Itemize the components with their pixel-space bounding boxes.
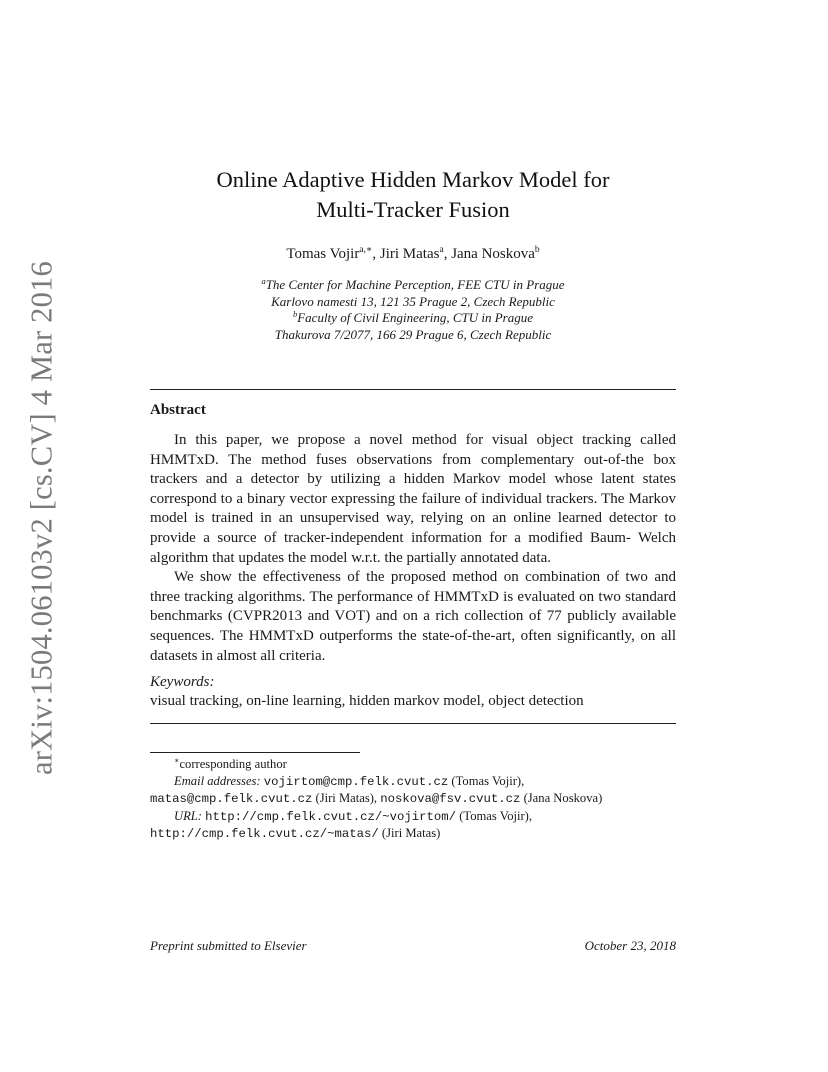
email-label: Email addresses:	[174, 773, 261, 788]
title-line-1: Online Adaptive Hidden Markov Model for	[216, 167, 610, 192]
footnote-marker: ∗	[174, 756, 180, 765]
affil-text: The Center for Machine Perception, FEE CTU in Prague	[265, 277, 565, 292]
affil-marker: a	[261, 276, 266, 286]
title-line-2: Multi-Tracker Fusion	[316, 197, 510, 222]
footer-preprint-note: Preprint submitted to Elsevier	[150, 938, 307, 953]
abstract-body	[150, 431, 676, 666]
url-link[interactable]: http://cmp.felk.cvut.cz/~matas/	[150, 827, 379, 842]
footnote-emails-line-2	[150, 790, 676, 808]
email-link[interactable]: vojirtom@cmp.felk.cvut.cz	[263, 774, 449, 789]
keywords-label: Keywords:	[150, 674, 215, 690]
email-link[interactable]: noskova@fsv.cvut.cz	[380, 792, 521, 807]
abstract-top-rule	[150, 389, 676, 390]
abstract-paragraph-1: In this paper, we propose a novel method for visual object tracking called HMMTxD. The method fuses observations from complementary out-of-the box trackers and a detector by utilizing a hidden Markov model whose latent states correspond to a binary vector expressing the failure of individual trackers. The Markov model is trained in an unsupervised way, relying on an online learned detector to provide a source of tracker-independent information for a modified Baum- Welch algorithm that updates the model w.r.t. the partially annotated data.	[150, 432, 676, 566]
author-list	[150, 244, 676, 264]
author-name: Jiri Matas	[379, 246, 440, 262]
url-label: URL:	[174, 808, 202, 823]
author-separator: ,	[443, 246, 452, 262]
url-owner: (Jiri Matas)	[378, 826, 441, 841]
footnote-emails-line-1	[150, 773, 676, 791]
affiliation-b-line-1	[150, 310, 676, 327]
paper-title	[150, 165, 676, 225]
email-owner: (Tomas Vojir),	[448, 773, 525, 788]
url-owner: (Tomas Vojir),	[456, 808, 533, 823]
affil-text: Faculty of Civil Engineering, CTU in Prague	[297, 310, 534, 326]
author-name: Tomas Vojir	[286, 246, 360, 262]
email-owner: (Jana Noskova)	[520, 791, 603, 806]
author-separator: ,	[372, 246, 380, 262]
footnote-url-line-2	[150, 825, 676, 843]
footnote-corresponding-text: corresponding author	[179, 757, 287, 771]
arxiv-stamp-text: arXiv:1504.06103v2 [cs.CV] 4 Mar 2016	[24, 261, 59, 775]
keywords-text: visual tracking, on-line learning, hidden markov model, object detection	[150, 693, 584, 709]
affiliation-a-line-1	[150, 277, 676, 294]
email-link[interactable]: matas@cmp.felk.cvut.cz	[150, 792, 313, 807]
affiliation-a-line-2: Karlovo namesti 13, 121 35 Prague 2, Czech Republic	[271, 293, 555, 309]
affil-marker: b	[292, 309, 298, 320]
email-owner: (Jiri Matas),	[312, 791, 381, 806]
abstract-bottom-rule	[150, 723, 676, 724]
author-affil-marker: a,∗	[359, 245, 373, 255]
footnote	[150, 756, 676, 843]
footer-date: October 23, 2018	[584, 938, 676, 953]
affiliation-b-line-2: Thakurova 7/2077, 166 29 Prague 6, Czech Republic	[274, 326, 552, 342]
abstract-heading: Abstract	[150, 402, 206, 418]
author-affil-marker: a	[439, 245, 444, 255]
abstract-paragraph-2: We show the effectiveness of the proposed method on combination of two and three tracking algorithms. The performance of HMMTxD is evaluated on two standard benchmarks (CVPR2013 and VOT) and on a rich collection of 77 publicly available sequences. The HMMTxD outperforms the state-of-the-art, often significantly, on all datasets in almost all criteria.	[150, 569, 676, 664]
author-affil-marker: b	[534, 245, 540, 255]
footnote-corresponding	[150, 756, 676, 773]
author-name: Jana Noskova	[451, 246, 535, 262]
affiliations	[150, 277, 676, 343]
footnote-rule	[150, 752, 360, 753]
footnote-url-line-1	[150, 808, 676, 826]
url-link[interactable]: http://cmp.felk.cvut.cz/~vojirtom/	[205, 809, 457, 824]
